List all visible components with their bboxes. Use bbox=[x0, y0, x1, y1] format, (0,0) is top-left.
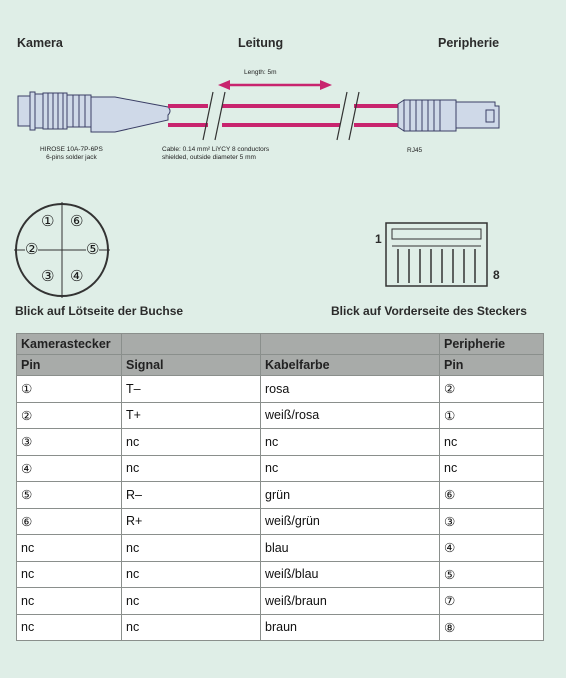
table-cell: ⑦ bbox=[440, 588, 544, 615]
table-cell: nc bbox=[122, 429, 261, 456]
table-row bbox=[17, 535, 544, 562]
table-cell: R+ bbox=[122, 508, 261, 535]
table-cell: ⑤ bbox=[440, 561, 544, 588]
table-group-header-row bbox=[17, 334, 544, 355]
table-cell: ③ bbox=[440, 508, 544, 535]
socket-pin-3: ③ bbox=[41, 268, 55, 285]
table-cell: ④ bbox=[440, 535, 544, 562]
table-cell: nc bbox=[17, 561, 122, 588]
table-group-header bbox=[261, 334, 440, 355]
table-cell: T+ bbox=[122, 402, 261, 429]
table-cell: nc bbox=[122, 614, 261, 641]
table-cell: ② bbox=[440, 376, 544, 403]
table-group-header: Peripherie bbox=[440, 334, 544, 355]
column-header: Pin bbox=[440, 355, 544, 376]
header-camera: Kamera bbox=[17, 36, 63, 50]
table-cell: ④ bbox=[17, 455, 122, 482]
table-cell: nc bbox=[122, 561, 261, 588]
table-row bbox=[17, 402, 544, 429]
socket-pin-4: ④ bbox=[70, 268, 84, 285]
length-arrow bbox=[218, 80, 332, 90]
table-cell: weiß/blau bbox=[261, 561, 440, 588]
table-cell: ⑧ bbox=[440, 614, 544, 641]
rj45-connector bbox=[398, 100, 499, 131]
hirose-connector bbox=[18, 92, 170, 132]
table-row bbox=[17, 482, 544, 509]
table-row bbox=[17, 455, 544, 482]
header-cable: Leitung bbox=[238, 36, 284, 50]
table-cell: ① bbox=[17, 376, 122, 403]
table-row bbox=[17, 376, 544, 403]
table-cell: ⑥ bbox=[440, 482, 544, 509]
table-cell: nc bbox=[261, 429, 440, 456]
table-cell: weiß/rosa bbox=[261, 402, 440, 429]
table-cell: nc bbox=[122, 535, 261, 562]
rj45-label: RJ45 bbox=[407, 147, 423, 154]
cable-lines bbox=[168, 106, 400, 125]
socket-pin-1: ① bbox=[41, 213, 55, 230]
table-row bbox=[17, 561, 544, 588]
plug-contacts bbox=[398, 249, 475, 283]
table-cell: R– bbox=[122, 482, 261, 509]
table-cell: T– bbox=[122, 376, 261, 403]
plug-front-diagram bbox=[386, 223, 487, 286]
table-row bbox=[17, 429, 544, 456]
table-cell: nc bbox=[122, 455, 261, 482]
table-cell: ③ bbox=[17, 429, 122, 456]
table-column-header-row bbox=[17, 355, 544, 376]
cable-spec-label: Cable: 0.14 mm² LiYCY 8 conductors shielded, outside diameter 5 mm bbox=[162, 146, 270, 161]
table-cell: nc bbox=[17, 614, 122, 641]
plug-pin-last: 8 bbox=[493, 268, 500, 282]
table-cell: nc bbox=[440, 455, 544, 482]
cable-break-marks bbox=[203, 92, 359, 140]
socket-pin-5: ⑤ bbox=[86, 241, 100, 258]
table-cell: nc bbox=[17, 588, 122, 615]
plug-pin-first: 1 bbox=[375, 232, 382, 246]
table-cell: blau bbox=[261, 535, 440, 562]
length-label: Length: 5m bbox=[244, 69, 277, 76]
table-row bbox=[17, 614, 544, 641]
header-periphery: Peripherie bbox=[438, 36, 500, 50]
table-cell: ⑥ bbox=[17, 508, 122, 535]
table-cell: grün bbox=[261, 482, 440, 509]
plug-caption: Blick auf Vorderseite des Steckers bbox=[331, 304, 527, 318]
table-cell: ② bbox=[17, 402, 122, 429]
table-cell: nc bbox=[17, 535, 122, 562]
table-group-header bbox=[122, 334, 261, 355]
table-cell: ① bbox=[440, 402, 544, 429]
table-cell: rosa bbox=[261, 376, 440, 403]
table-cell: weiß/braun bbox=[261, 588, 440, 615]
socket-pin-6: ⑥ bbox=[70, 213, 84, 230]
table-cell: weiß/grün bbox=[261, 508, 440, 535]
table-cell: braun bbox=[261, 614, 440, 641]
table-row bbox=[17, 588, 544, 615]
table-cell: ⑤ bbox=[17, 482, 122, 509]
column-header: Kabelfarbe bbox=[261, 355, 440, 376]
table-cell: nc bbox=[261, 455, 440, 482]
table-row bbox=[17, 508, 544, 535]
table-group-header: Kamerastecker bbox=[17, 334, 122, 355]
socket-pin-2: ② bbox=[25, 241, 39, 258]
column-header: Pin bbox=[17, 355, 122, 376]
wiring-table bbox=[16, 333, 544, 641]
socket-caption: Blick auf Lötseite der Buchse bbox=[15, 304, 184, 318]
column-header: Signal bbox=[122, 355, 261, 376]
table-cell: nc bbox=[440, 429, 544, 456]
table-cell: nc bbox=[122, 588, 261, 615]
connector-label: HIROSE 10A-7P-6PS 6-pins solder jack bbox=[40, 146, 103, 161]
